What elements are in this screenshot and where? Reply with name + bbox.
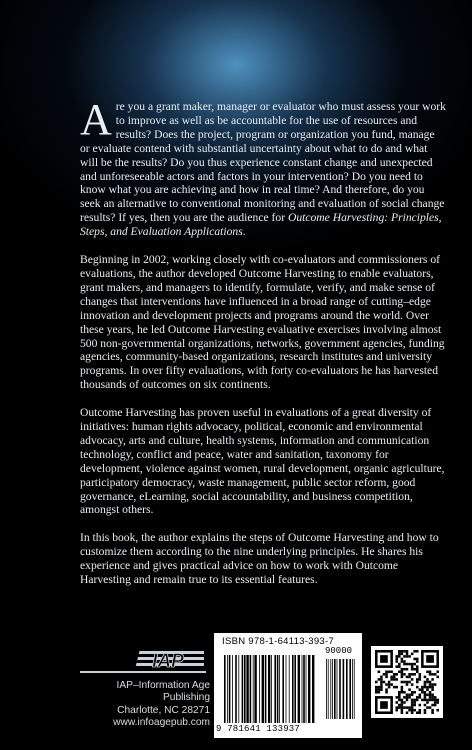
qr-code-icon	[371, 646, 443, 718]
isbn-text: ISBN 978-1-64113-393-7	[222, 636, 335, 647]
blurb-paragraph-1-end: .	[242, 225, 246, 239]
blurb-paragraph-2: Beginning in 2002, working closely with co-evaluators and commissioners of evaluations, the author developed Outcome Harvesting to enable evaluators, grant makers, and managers to identify, formulate, verify, and make sense of changes that interventions have influenced in a broad range of cutting–edge innovation and development projects and programs around the world. Over these years, he led Outcome Harvesting evaluative exercises involving almost 500 non-governmental organizations, networks, government agencies, funding agencies, community-based organizations, research institutes and university programs. In over fifty evaluations, with forty co-evaluators he has harvested thousands of outcomes on six continents.	[80, 253, 445, 392]
publisher-name: IAP–Information Age Publishing	[116, 680, 210, 704]
blurb-paragraph-1-text: re you a grant maker, manager or evaluator who must assess your work to improve as well as be accountable for the use of resources and results? Does the project, program or organization you fund, manage or evaluate contend with substantial uncertainty about what to do and what will be the results? Do you thus experience constant change and unexpected and unforeseeable actors and factors in your intervention? Do you need to know what you are achieving and how in real time? And therefore, do you seek an alternative to conventional monitoring and evaluation of social change results? If yes, then you are the audience for	[80, 100, 446, 225]
book-title-italic: Outcome Harvesting: Principles, Steps, and Evaluation Applications	[80, 211, 442, 239]
price-code: 90000	[325, 646, 353, 656]
drop-cap: A	[80, 95, 112, 144]
blurb	[80, 95, 446, 601]
barcode-digits: 9 781641 133937	[216, 724, 301, 734]
blurb-paragraph-4: In this book, the author explains the steps of Outcome Harvesting and how to customize them according to the nine underlying principles. He shares his experience and gives practical advice on how to work with Outcome Harvesting and remain true to its essential features.	[80, 531, 439, 587]
iap-logo-text: IAP	[152, 651, 184, 671]
publisher-address: Charlotte, NC 28271	[117, 704, 210, 716]
blurb-paragraph-3: Outcome Harvesting has proven useful in evaluations of a great diversity of initiatives: human rights advocacy, political, economic and environmental advocacy, arts and culture, health systems, information and communication technology, conflict and peace, water and sanitation, taxonomy for development, violence against women, rural development, organic agriculture, participatory democracy, waste management, public sector reform, good governance, eLearning, social accountability, and business competition, amongst others.	[80, 406, 445, 517]
iap-logo	[132, 649, 204, 671]
logo-rule	[80, 671, 206, 673]
blurb-paragraph-1	[80, 95, 446, 239]
publisher-info	[80, 680, 210, 730]
publisher-website: www.infoagepub.com	[113, 717, 210, 729]
